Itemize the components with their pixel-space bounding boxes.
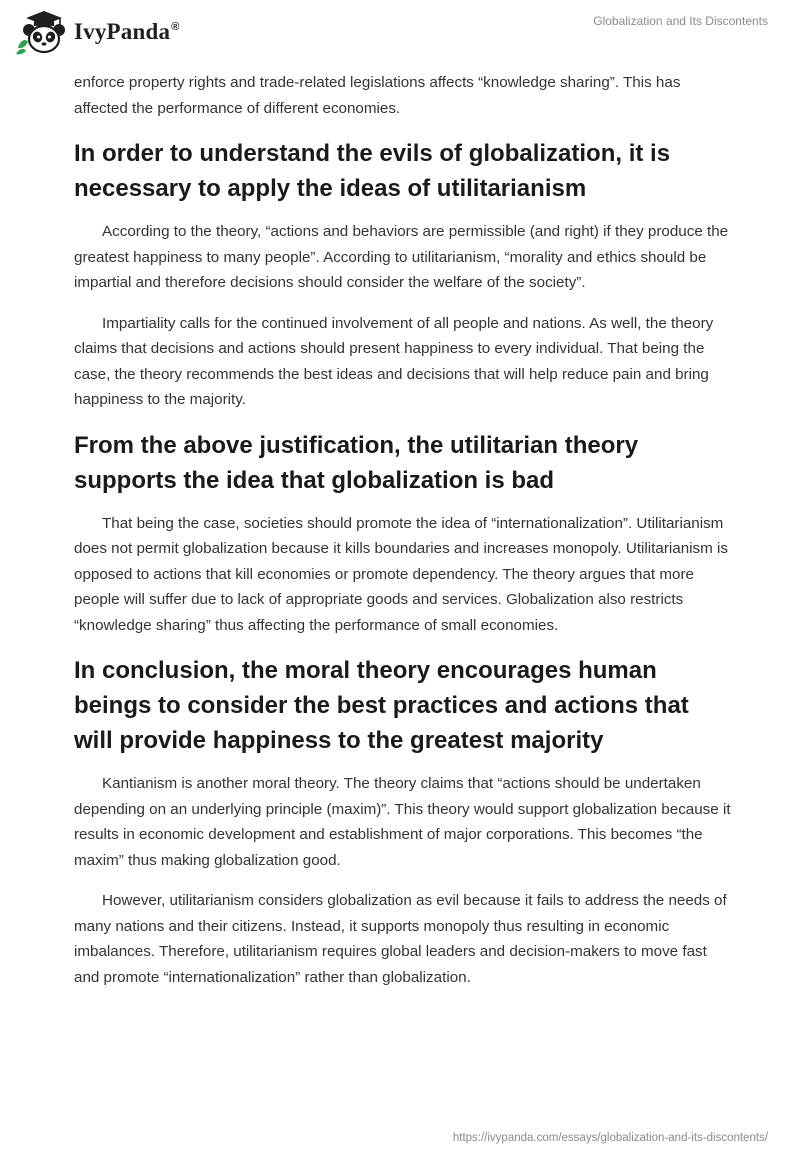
registered-mark: ® bbox=[171, 21, 180, 34]
document-title: Globalization and Its Discontents bbox=[593, 14, 768, 28]
panda-graduate-icon bbox=[14, 8, 70, 56]
body-paragraph: However, utilitarianism considers globalization as evil because it fails to address the needs of many nations and their citizens. Instead, it supports monopoly thus resulting in economic imbalances. Therefore, utilitarianism requires global leaders and decision-makers to move fast and promote “internationalization” rather than globalization. bbox=[74, 892, 727, 986]
page-header bbox=[0, 0, 800, 70]
section-heading: From the above justification, the utilitarian theory supports the idea that globalization is bad bbox=[74, 431, 639, 494]
article-body bbox=[74, 70, 734, 990]
body-paragraph: Impartiality calls for the continued involvement of all people and nations. As well, the theory claims that decisions and actions should present happiness to every individual. That being the case, the theory recommends the best ideas and decisions that will help reduce pain and bring happiness to the majority. bbox=[74, 314, 714, 408]
brand-logo[interactable] bbox=[14, 8, 180, 56]
section-heading: In conclusion, the moral theory encourages human beings to consider the best practices and actions that will provide happiness to the greatest majority bbox=[74, 657, 689, 754]
body-paragraph: That being the case, societies should promote the idea of “internationalization”. Utilitarianism does not permit globalization because it kills boundaries and increases monopoly. Utilitarianism is opposed to actions that kill economies or promote dependency. The theory argues that more people will suffer due to lack of appropriate goods and services. Globalization also restricts “knowledge sharing” thus affecting the performance of small economies. bbox=[74, 514, 728, 634]
section-heading: In order to understand the evils of globalization, it is necessary to apply the ideas of utilitarianism bbox=[74, 140, 671, 202]
body-paragraph: Kantianism is another moral theory. The theory claims that “actions should be undertaken depending on an underlying principle (maxim)”. This theory would support globalization because it results in economic development and establishment of major corporations. This becomes “the maxim” thus making globalization good. bbox=[74, 775, 731, 869]
source-url[interactable]: https://ivypanda.com/essays/globalization-and-its-discontents/ bbox=[452, 1132, 768, 1144]
brand-name: IvyPanda® bbox=[74, 19, 180, 44]
intro-paragraph: enforce property rights and trade-related legislations affects “knowledge sharing”. This has affected the performance of different economies. bbox=[74, 74, 681, 117]
body-paragraph: According to the theory, “actions and behaviors are permissible (and right) if they produce the greatest happiness to many people”. According to utilitarianism, “morality and ethics should be impartial and therefore decisions should consider the welfare of the society”. bbox=[74, 223, 729, 291]
